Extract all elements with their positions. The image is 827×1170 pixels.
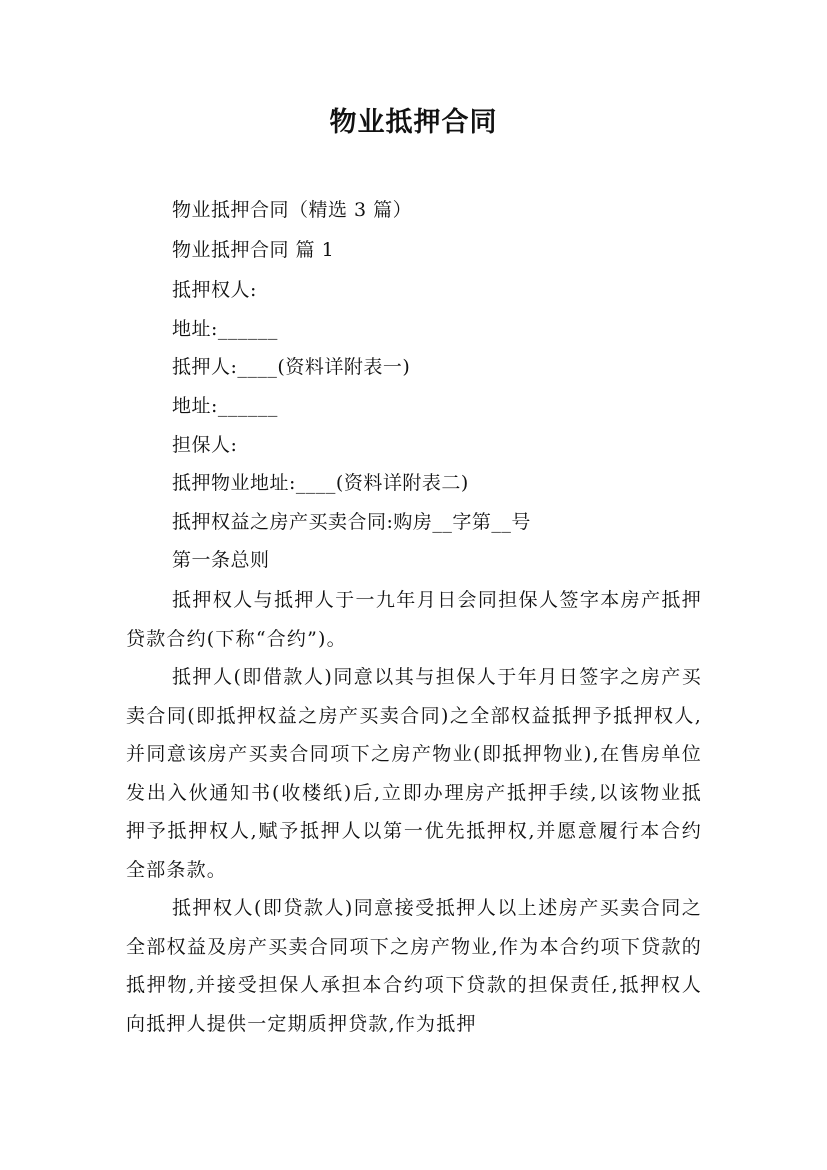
section-heading-part-1: 物业抵押合同 篇 1 — [172, 239, 335, 261]
paragraph-3: 抵押权人(即贷款人)同意接受抵押人以上述房产买卖合同之全部权益及房产买卖合同项下之房产物业,作为本合约项下贷款的抵押物,并接受担保人承担本合约项下贷款的担保责任,抵押权人向抵押人提供一定期质押贷款,作为抵押 — [126, 897, 702, 1035]
subtitle-selected-3: 物业抵押合同（精选 3 篇） — [172, 199, 413, 221]
mortgagor-field: 抵押人:____(资料详附表一) — [172, 356, 411, 378]
sale-contract-field: 抵押权益之房产买卖合同:购房__字第__号 — [172, 511, 531, 533]
paragraph-2: 抵押人(即借款人)同意以其与担保人于年月日签字之房产买卖合同(即抵押权益之房产买卖合同)之全部权益抵押予抵押权人,并同意该房产买卖合同项下之房产物业(即抵押物业),在售房单位发出入伙通知书(收楼纸)后,立即办理房产抵押手续,以该物业抵押予抵押权人,赋予抵押人以第一优先抵押权,并愿意履行本合约全部条款。 — [126, 666, 702, 881]
mortgagor-address-field: 地址:______ — [172, 395, 278, 417]
document-title: 物业抵押合同 — [329, 107, 498, 138]
guarantor-label: 担保人: — [172, 434, 238, 456]
mortgagee-label: 抵押权人: — [172, 279, 257, 301]
paragraph-1: 抵押权人与抵押人于一九年月日会同担保人签字本房产抵押贷款合约(下称“合约”)。 — [126, 589, 702, 650]
property-address-field: 抵押物业地址:____(资料详附表二) — [172, 472, 469, 494]
mortgagee-address-field: 地址:______ — [172, 318, 278, 340]
article-1-heading: 第一条总则 — [172, 549, 270, 571]
